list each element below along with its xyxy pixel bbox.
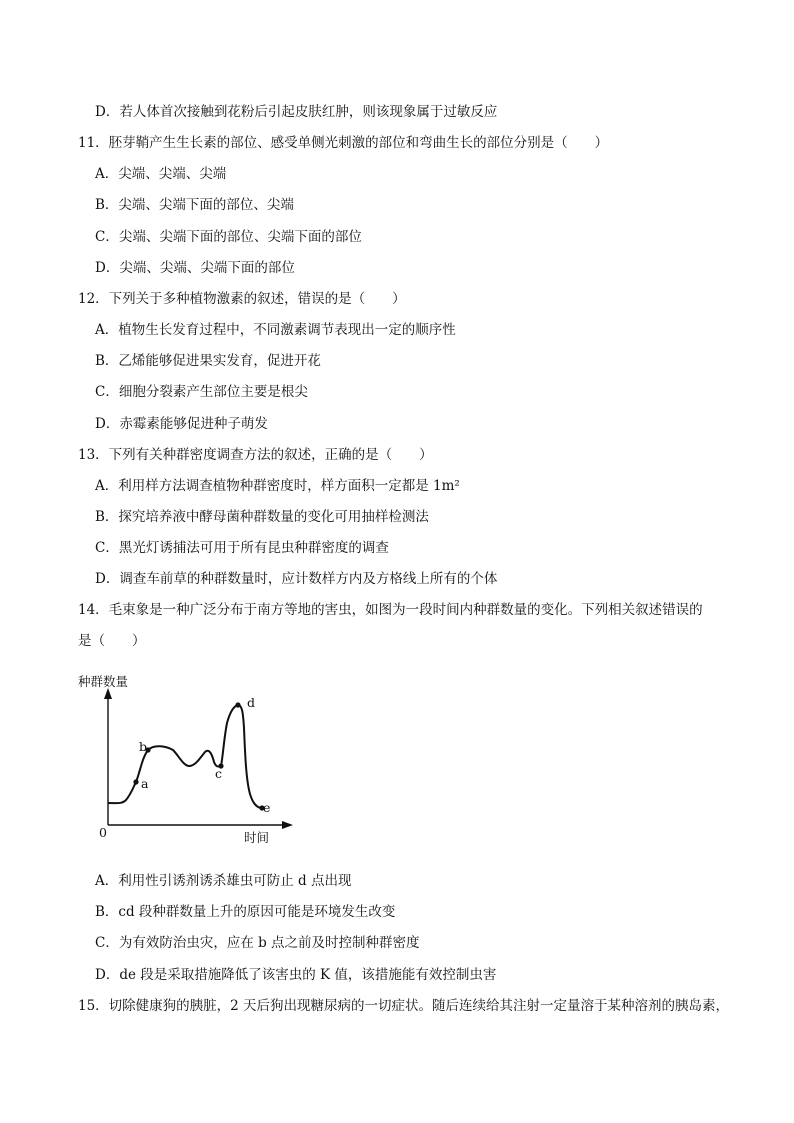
q13-option-a: A．利用样方法调查植物种群密度时，样方面积一定都是 1m² — [95, 478, 460, 494]
q11-option-c: C．尖端、尖端下面的部位、尖端下面的部位 — [95, 229, 362, 245]
population-graph — [78, 670, 308, 848]
q12-option-c: C．细胞分裂素产生部位主要是根尖 — [95, 384, 308, 400]
q14-option-d: D．de 段是采取措施降低了该害虫的 K 值，该措施能有效控制虫害 — [95, 967, 497, 983]
q12-option-a: A．植物生长发育过程中，不同激素调节表现出一定的顺序性 — [95, 322, 456, 338]
y-axis-arrow — [104, 688, 112, 699]
point-d-label: d — [247, 695, 256, 710]
x-axis-arrow — [282, 821, 293, 829]
q12-option-b: B．乙烯能够促进果实发育，促进开花 — [95, 353, 321, 369]
x-axis-label: 时间 — [244, 830, 270, 845]
y-axis-label: 种群数量 — [78, 674, 129, 689]
point-d — [235, 702, 240, 707]
point-a-label: a — [141, 776, 149, 791]
q11-option-d: D．尖端、尖端、尖端下面的部位 — [95, 260, 295, 276]
q13-option-d: D．调查车前草的种群数量时，应计数样方内及方格线上所有的个体 — [95, 571, 498, 587]
point-b-label: b — [139, 739, 148, 754]
q14-option-a: A．利用性引诱剂诱杀雄虫可防止 d 点出现 — [95, 873, 352, 889]
point-a — [133, 779, 138, 784]
question-15: 15．切除健康狗的胰脏，2 天后狗出现糖尿病的一切症状。随后连续给其注射一定量溶于某种溶剂的胰岛素， — [78, 998, 730, 1014]
question-14-cont: 是（ ） — [78, 633, 146, 649]
q12-option-d: D．赤霉素能够促进种子萌发 — [95, 416, 268, 432]
origin-label: 0 — [99, 825, 107, 840]
q14-option-c: C．为有效防治虫灾，应在 b 点之前及时控制种群密度 — [95, 935, 420, 951]
q10-option-d: D．若人体首次接触到花粉后引起皮肤红肿，则该现象属于过敏反应 — [95, 104, 498, 120]
q14-option-b: B．cd 段种群数量上升的原因可能是环境发生改变 — [95, 904, 396, 920]
q11-option-b: B．尖端、尖端下面的部位、尖端 — [95, 197, 294, 213]
point-e-label: e — [263, 800, 271, 815]
point-c-label: c — [215, 766, 223, 781]
question-14: 14．毛束象是一种广泛分布于南方等地的害虫，如图为一段时间内种群数量的变化。下列相关叙述错误的 — [78, 602, 703, 618]
q13-option-c: C．黑光灯诱捕法可用于所有昆虫种群密度的调查 — [95, 540, 389, 556]
population-curve — [108, 705, 262, 808]
q11-option-a: A．尖端、尖端、尖端 — [95, 166, 227, 182]
q13-option-b: B．探究培养液中酵母菌种群数量的变化可用抽样检测法 — [95, 509, 429, 525]
question-13: 13．下列有关种群密度调查方法的叙述，正确的是（ ） — [78, 447, 433, 463]
question-12: 12．下列关于多种植物激素的叙述，错误的是（ ） — [78, 291, 406, 307]
question-11: 11．胚芽鞘产生生长素的部位、感受单侧光刺激的部位和弯曲生长的部位分别是（ ） — [78, 135, 609, 151]
